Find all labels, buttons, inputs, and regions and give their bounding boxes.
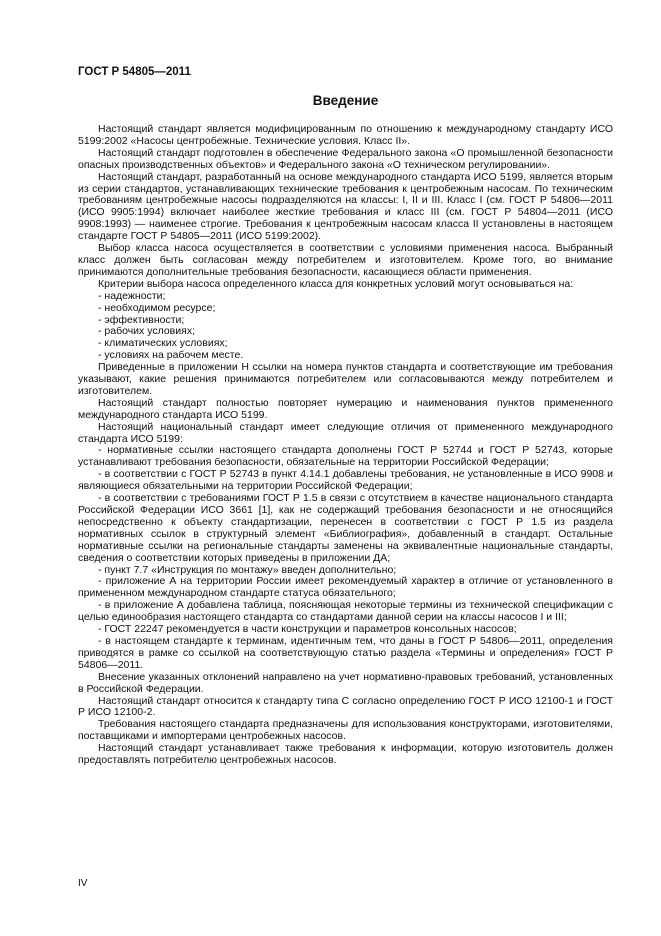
paragraph: - приложение А на территории России имеет рекомендуемый характер в отличие от установленного в примененном международном стандарте статуса обязательного; [78, 575, 613, 600]
paragraph: Настоящий стандарт, разработанный на основе международного стандарта ИСО 5199, является вторым из серии стандартов, устанавливающих технические требования к центробежным насосам. По техническим требованиям центробежные насосы подразделяются на классы: I, II и III. Класс I (см. ГОСТ Р 54806—2011 (ИСО 9905:1994) включает наиболее жесткие требования и класс III (см. ГОСТ Р 54804—2011 (ИСО 9908:1993) — наименее строгие. Требования к центробежным насосам класса II установлены в настоящем стандарте ГОСТ Р 54805—2011 (ИСО 5199:2002). [78, 170, 613, 243]
page-number: IV [78, 878, 88, 889]
paragraph: Критерии выбора насоса определенного класса для конкретных условий могут основываться на: [98, 277, 574, 290]
paragraph: Настоящий стандарт относится к стандарту типа С согласно определению ГОСТ Р ИСО 12100-1 и ГОСТ Р ИСО 12100-2. [78, 694, 613, 719]
paragraph: Настоящий национальный стандарт имеет следующие отличия от примененного международного стандарта ИСО 5199: [78, 420, 613, 445]
list-item: - условиях на рабочем месте. [98, 349, 244, 362]
list-item: - надежности; [98, 289, 166, 302]
paragraph: - в настоящем стандарте к терминам, идентичным тем, что даны в ГОСТ Р 54806—2011, определения приводятся в рамке со ссылкой на соответствующую статью раздела «Термины и определения» ГОСТ Р 54806—2011. [78, 634, 613, 671]
list-item: - необходимом ресурсе; [98, 301, 216, 314]
paragraph: Выбор класса насоса осуществляется в соответствии с условиями применения насоса. Выбранный класс должен быть согласован между потребителем и изготовителем. Кроме того, во внимание принимаются дополнительные требования безопасности, касающиеся области применения. [78, 242, 613, 278]
paragraph: Внесение указанных отклонений направлено на учет нормативно-правовых требований, установленных в Российской Федерации. [78, 670, 613, 695]
paragraph: - пункт 7.7 «Инструкция по монтажу» введен дополнительно; [98, 563, 397, 576]
list-item: - эффективности; [98, 313, 185, 326]
paragraph: Настоящий стандарт подготовлен в обеспечение Федерального закона «О промышленной безопасности опасных производственных объектов» и Федерального закона «О техническом регулировании». [78, 146, 613, 171]
paragraph: - нормативные ссылки настоящего стандарта дополнены ГОСТ Р 52744 и ГОСТ Р 52743, которые устанавливают требования безопасности, обязательные на территории Российской Федерации; [78, 444, 613, 469]
paragraph: - в соответствии с ГОСТ Р 52743 в пункт 4.14.1 добавлены требования, не установленные в ИСО 9908 и являющиеся обязательными на территории Российской Федерации; [78, 468, 613, 493]
paragraph: Требования настоящего стандарта предназначены для использования конструкторами, изготовителями, поставщиками и импортерами центробежных насосов. [78, 718, 613, 743]
paragraph: Настоящий стандарт полностью повторяет нумерацию и наименования пунктов примененного международного стандарта ИСО 5199. [78, 396, 613, 421]
document-code: ГОСТ Р 54805—2011 [78, 66, 191, 78]
list-item: - рабочих условиях; [98, 325, 195, 338]
paragraph: Настоящий стандарт устанавливает также требования к информации, которую изготовитель должен предоставлять потребителю центробежных насосов. [78, 742, 613, 767]
paragraph: - ГОСТ 22247 рекомендуется в части конструкции и параметров консольных насосов; [98, 623, 517, 636]
paragraph: - в приложение А добавлена таблица, поясняющая некоторые термины из технической спецификации с целью единообразия настоящего стандарта со стандартами данной серии на классы насосов I и III; [78, 599, 613, 624]
body-text [78, 124, 613, 767]
paragraph: - в соответствии с требованиями ГОСТ Р 1.5 в связи с отсутствием в качестве национального стандарта Российской Федерации ИСО 3661 [1], как не содержащий требования безопасности и не относящийся непосредственно к объекту стандартизации, перенесен в соответствии с ГОСТ Р 1.5 из раздела нормативных ссылок в структурный элемент «Библиография», добавленный в стандарт. Остальные нормативные ссылки на региональные стандарты заменены на эквивалентные национальные стандарты, сведения о соответствии которых приведены в приложении ДА; [78, 492, 613, 564]
section-title: Введение [312, 93, 379, 108]
list-item: - климатических условиях; [98, 337, 228, 350]
paragraph: Приведенные в приложении Н ссылки на номера пунктов стандарта и соответствующие им требования указывают, какие решения принимаются потребителем или согласовываются между потребителем и изготовителем. [78, 361, 613, 397]
paragraph: Настоящий стандарт является модифицированным по отношению к международному стандарту ИСО 5199:2002 «Насосы центробежные. Технические условия. Класс II». [78, 123, 613, 147]
